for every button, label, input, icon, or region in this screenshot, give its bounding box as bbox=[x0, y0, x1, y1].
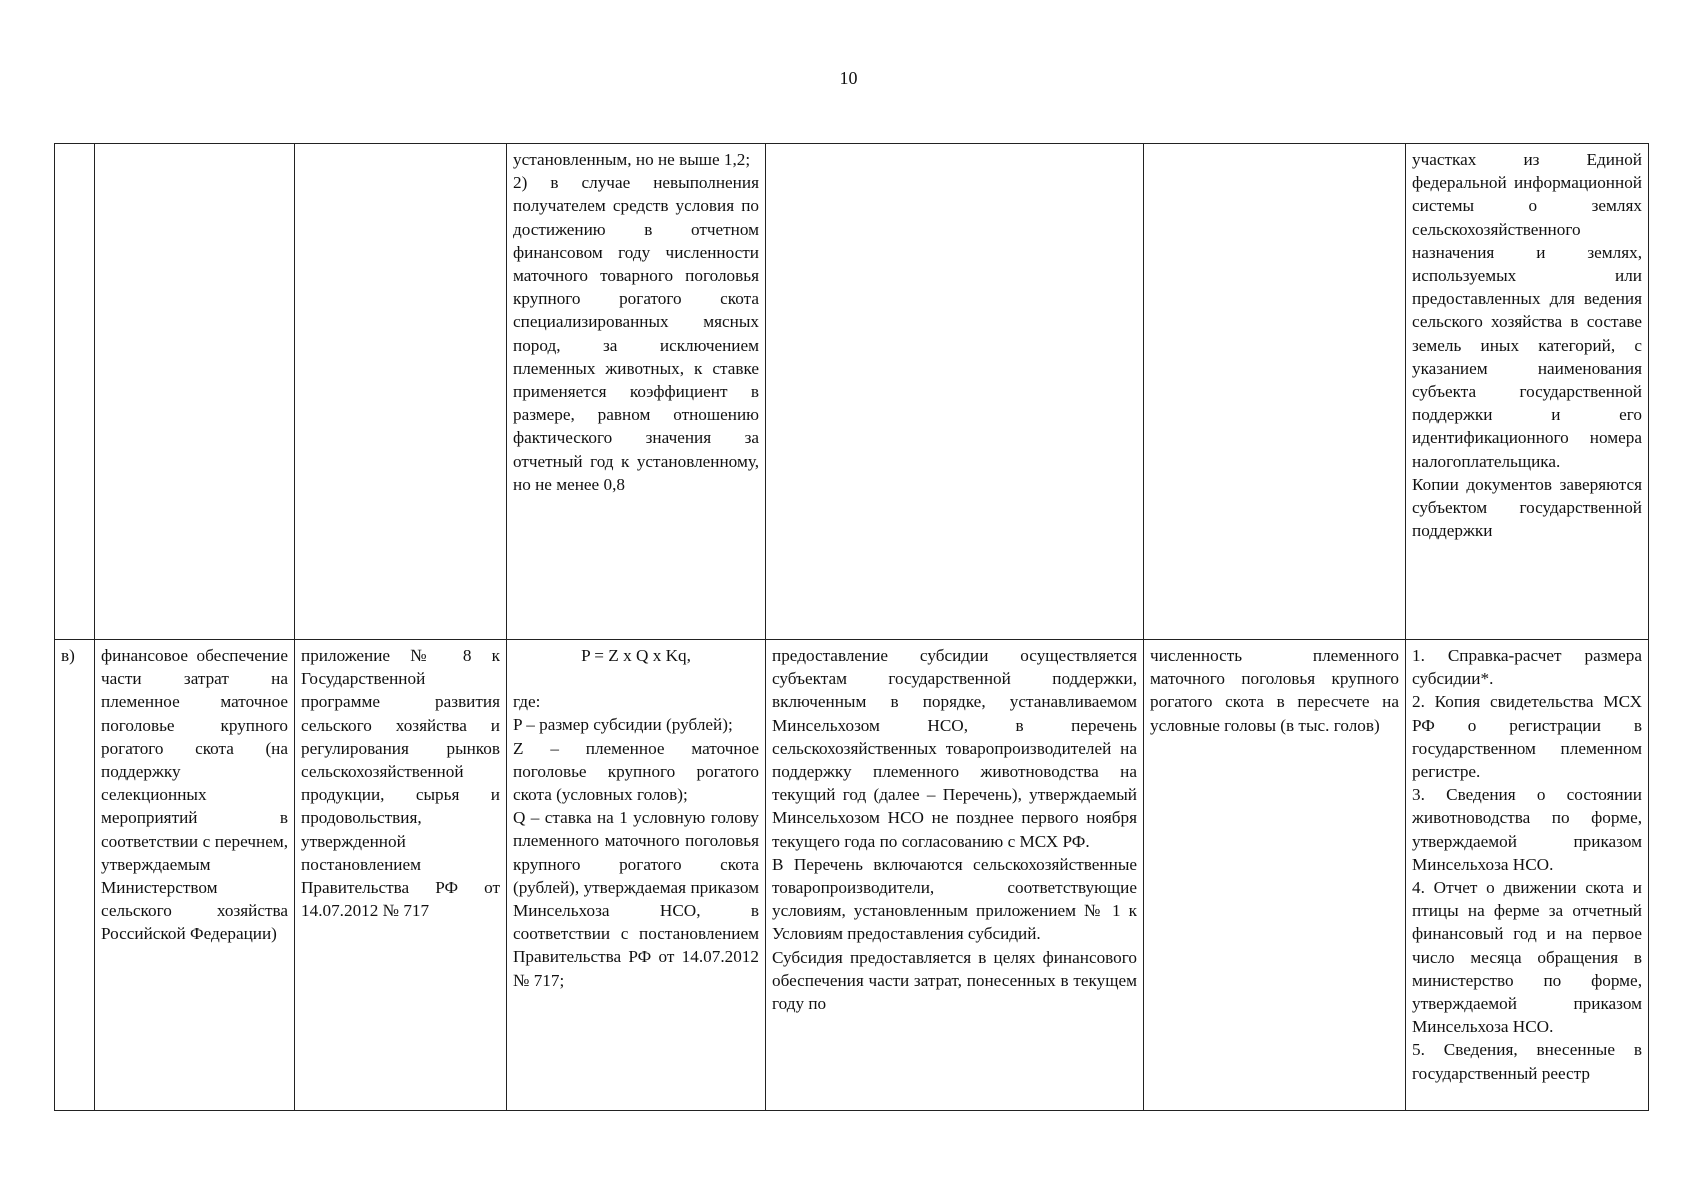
cell-purpose: финансовое обеспечение части затрат на племенное маточное поголовье крупного рогатого скота (на поддержку селекционных мероприятий в соответствии с перечнем, утверждаемым Министерством сельского хозяйства Российской Федерации) bbox=[95, 640, 295, 1111]
cell-rate-calculation bbox=[507, 144, 766, 640]
document-item-5: 5. Сведения, внесенные в государственный реестр bbox=[1412, 1040, 1642, 1083]
cell-formula bbox=[507, 640, 766, 1111]
page-number: 10 bbox=[839, 68, 858, 88]
cell-basis: приложение № 8 к Государственной программе развития сельского хозяйства и регулирования рынков сельскохозяйственной продукции, сырья и продовольствия, утвержденной постановлением Правительства РФ от 14.07.2012 № 717 bbox=[295, 640, 507, 1111]
formula-spacer bbox=[513, 667, 759, 690]
document-item-3: 3. Сведения о состоянии животноводства по форме, утверждаемой приказом Минсельхоза НСО. bbox=[1412, 785, 1642, 874]
formula-def-q: Q – ставка на 1 условную голову племенного маточного поголовья крупного рогатого скота (рублей), утверждаемая приказом Минсельхоза НСО, в соответствии с постановлением Правительства РФ от 14.07.2012 № 717; bbox=[513, 808, 759, 990]
cell-number: в) bbox=[55, 640, 95, 1111]
formula-def-z: Z – племенное маточное поголовье крупного рогатого скота (условных голов); bbox=[513, 738, 759, 805]
subsidy-table bbox=[54, 143, 1649, 1111]
documents-text-1: участках из Единой федеральной информационной системы о землях сельскохозяйственного назначения и землях, используемых или предоставленных для ведения сельского хозяйства в составе земель иных категорий, с указанием наименования субъекта государственной поддержки и его идентификационного номера налогоплательщика. bbox=[1412, 150, 1642, 471]
conditions-text-3: Субсидия предоставляется в целях финансового обеспечения части затрат, понесенных в текущем году по bbox=[772, 947, 1137, 1014]
table-row-continuation bbox=[55, 144, 1649, 640]
calc-text-2: 2) в случае невыполнения получателем средств условия по достижению в отчетном финансовом году численности маточного товарного поголовья крупного рогатого скота специализированных мясных пород, за исключением племенных животных, к ставке применяется коэффициент в размере, равном отношению фактического значения за отчетный год к установленному, но не менее 0,8 bbox=[513, 173, 759, 494]
cell-number bbox=[55, 144, 95, 640]
documents-text-2: Копии документов заверяются субъектом государственной поддержки bbox=[1412, 474, 1642, 541]
cell-purpose bbox=[95, 144, 295, 640]
formula-def-p: P – размер субсидии (рублей); bbox=[513, 715, 733, 735]
cell-documents bbox=[1406, 144, 1649, 640]
conditions-text-2: В Перечень включаются сельскохозяйственные товаропроизводители, соответствующие условиям, установленным приложением № 1 к Условиям предоставления субсидий. bbox=[772, 854, 1137, 944]
formula-where: где: bbox=[513, 692, 541, 712]
document-item-4: 4. Отчет о движении скота и птицы на ферме за отчетный финансовый год и на первое число месяца обращения в министерство по форме, утверждаемой приказом Минсельхоза НСО. bbox=[1412, 878, 1642, 1037]
formula-main: P = Z x Q x Kq, bbox=[581, 646, 691, 665]
calc-text-1: установленным, но не выше 1,2; bbox=[513, 150, 751, 169]
table-row-v bbox=[55, 640, 1649, 1111]
cell-documents bbox=[1406, 640, 1649, 1111]
cell-conditions bbox=[766, 640, 1144, 1111]
cell-indicator: численность племенного маточного поголовья крупного рогатого скота в пересчете на условные головы (в тыс. голов) bbox=[1144, 640, 1406, 1111]
cell-conditions bbox=[766, 144, 1144, 640]
conditions-text-1: предоставление субсидии осуществляется субъектам государственной поддержки, включенным в порядке, устанавливаемом Минсельхозом НСО, в перечень сельскохозяйственных товаропроизводителей на поддержку племенного животноводства на текущий год (далее – Перечень), утверждаемый Минсельхозом НСО не позднее первого ноября текущего года по согласованию с МСХ РФ. bbox=[772, 646, 1137, 851]
document-item-1: 1. Справка-расчет размера субсидии*. bbox=[1412, 646, 1642, 689]
cell-indicator bbox=[1144, 144, 1406, 640]
document-item-2: 2. Копия свидетельства МСХ РФ о регистрации в государственном племенном регистре. bbox=[1412, 692, 1642, 782]
cell-basis bbox=[295, 144, 507, 640]
